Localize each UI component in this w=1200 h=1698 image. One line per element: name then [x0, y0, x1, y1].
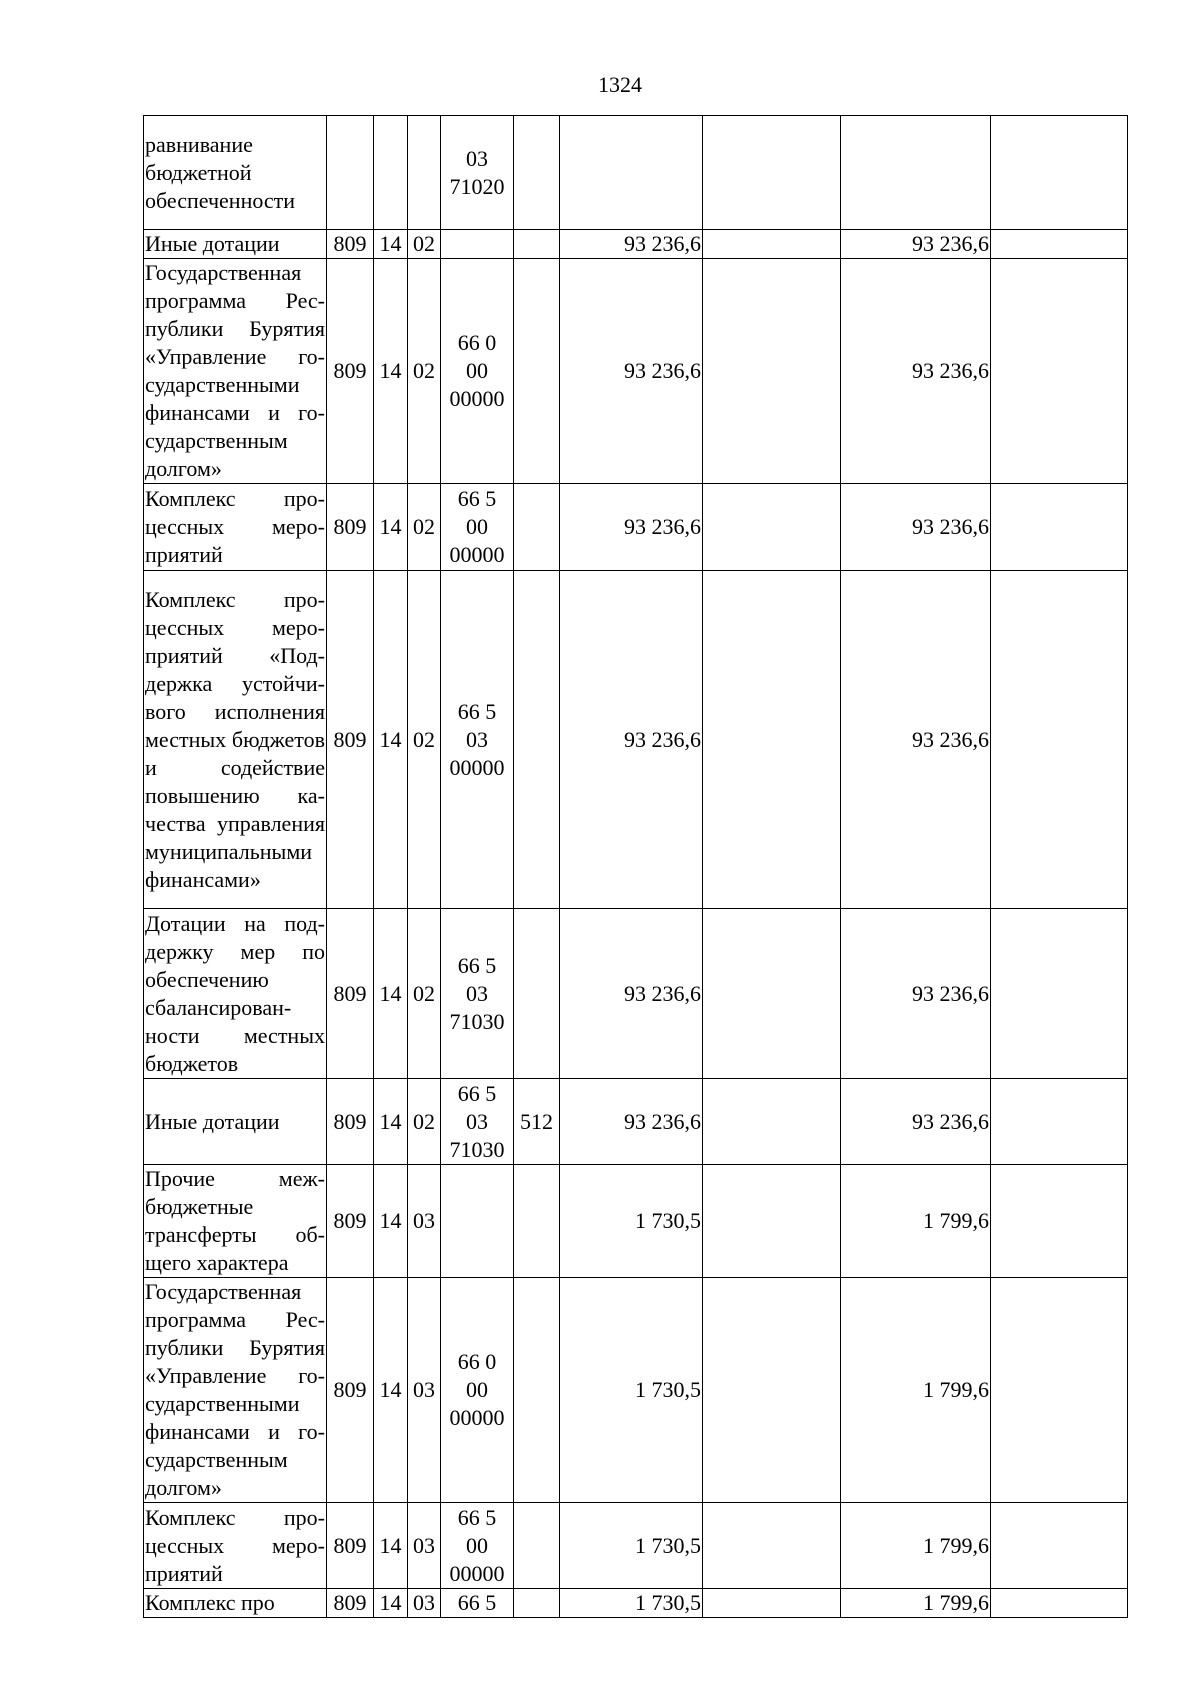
row-gr-cell: 809: [327, 1503, 374, 1589]
row-sum1-cell: 1 730,5: [560, 1589, 703, 1618]
row-empty-cell: [991, 1079, 1128, 1165]
row-empty-cell: [703, 1079, 841, 1165]
row-vr-cell: [514, 484, 560, 571]
row-vr-cell: [514, 909, 560, 1079]
row-empty-cell: [991, 1503, 1128, 1589]
table-row: [144, 1503, 1128, 1589]
row-pr-cell: 02: [408, 484, 441, 571]
row-sum1-cell: 93 236,6: [560, 259, 703, 484]
table-row: [144, 259, 1128, 484]
row-sum2-cell: 93 236,6: [841, 571, 991, 909]
row-vr-cell: [514, 230, 560, 259]
row-name-cell: Иные дотации: [144, 1079, 327, 1165]
row-sum2-cell: 1 799,6: [841, 1278, 991, 1503]
table-row: [144, 230, 1128, 259]
row-sum1-cell: 1 730,5: [560, 1503, 703, 1589]
table-row: [144, 116, 1128, 230]
row-vr-cell: [514, 1278, 560, 1503]
row-csr-cell: 03 71020: [441, 116, 514, 230]
row-name-cell: Комплекс процессных мероприятий: [144, 484, 327, 571]
budget-table: [143, 115, 1128, 1618]
row-vr-cell: 512: [514, 1079, 560, 1165]
row-rz-cell: 14: [374, 1165, 408, 1278]
row-gr-cell: 809: [327, 909, 374, 1079]
row-empty-cell: [991, 571, 1128, 909]
row-gr-cell: 809: [327, 1079, 374, 1165]
row-empty-cell: [703, 571, 841, 909]
row-sum2-cell: 1 799,6: [841, 1503, 991, 1589]
row-pr-cell: 02: [408, 259, 441, 484]
row-sum2-cell: 1 799,6: [841, 1165, 991, 1278]
row-vr-cell: [514, 1503, 560, 1589]
row-rz-cell: 14: [374, 259, 408, 484]
row-name-cell: Комплекс процессных мероприятий «Поддержка устойчивого исполнения местных бюджетов и содействие повышению качества управления муниципальными финансами»: [144, 571, 327, 909]
row-empty-cell: [703, 484, 841, 571]
row-csr-cell: 66 5 00 00000: [441, 484, 514, 571]
row-empty-cell: [703, 909, 841, 1079]
row-pr-cell: 03: [408, 1503, 441, 1589]
row-empty-cell: [991, 230, 1128, 259]
row-sum1-cell: 1 730,5: [560, 1278, 703, 1503]
row-empty-cell: [991, 1278, 1128, 1503]
row-sum2-cell: 93 236,6: [841, 259, 991, 484]
row-empty-cell: [991, 1589, 1128, 1618]
row-csr-cell: [441, 230, 514, 259]
row-empty-cell: [991, 484, 1128, 571]
row-csr-cell: 66 5: [441, 1589, 514, 1618]
row-empty-cell: [703, 259, 841, 484]
row-pr-cell: 03: [408, 1589, 441, 1618]
row-sum1-cell: 1 730,5: [560, 1165, 703, 1278]
row-name-cell: Дотации на поддержку мер по обеспечению сбалансированности местных бюджетов: [144, 909, 327, 1079]
row-vr-cell: [514, 116, 560, 230]
row-pr-cell: [408, 116, 441, 230]
row-vr-cell: [514, 259, 560, 484]
row-rz-cell: [374, 116, 408, 230]
table-row: [144, 909, 1128, 1079]
row-empty-cell: [703, 230, 841, 259]
row-gr-cell: [327, 116, 374, 230]
row-sum2-cell: [841, 116, 991, 230]
row-pr-cell: 02: [408, 1079, 441, 1165]
row-csr-cell: 66 0 00 00000: [441, 259, 514, 484]
row-empty-cell: [991, 1165, 1128, 1278]
row-rz-cell: 14: [374, 1079, 408, 1165]
row-name-cell: Прочие межбюджетные трансферты общего характера: [144, 1165, 327, 1278]
row-empty-cell: [703, 1503, 841, 1589]
row-pr-cell: 02: [408, 571, 441, 909]
row-vr-cell: [514, 1165, 560, 1278]
row-gr-cell: 809: [327, 1589, 374, 1618]
row-gr-cell: 809: [327, 230, 374, 259]
row-empty-cell: [703, 1165, 841, 1278]
row-csr-cell: [441, 1165, 514, 1278]
row-csr-cell: 66 5 03 71030: [441, 1079, 514, 1165]
table-row: [144, 571, 1128, 909]
row-gr-cell: 809: [327, 484, 374, 571]
row-csr-cell: 66 5 03 00000: [441, 571, 514, 909]
row-rz-cell: 14: [374, 230, 408, 259]
row-empty-cell: [991, 259, 1128, 484]
row-empty-cell: [703, 116, 841, 230]
row-rz-cell: 14: [374, 1503, 408, 1589]
row-sum2-cell: 93 236,6: [841, 909, 991, 1079]
row-gr-cell: 809: [327, 259, 374, 484]
table-row: [144, 1165, 1128, 1278]
row-pr-cell: 02: [408, 909, 441, 1079]
row-empty-cell: [991, 909, 1128, 1079]
row-sum2-cell: 93 236,6: [841, 1079, 991, 1165]
row-rz-cell: 14: [374, 1278, 408, 1503]
row-sum1-cell: 93 236,6: [560, 230, 703, 259]
row-vr-cell: [514, 571, 560, 909]
row-empty-cell: [991, 116, 1128, 230]
row-gr-cell: 809: [327, 1278, 374, 1503]
row-name-cell: Иные дотации: [144, 230, 327, 259]
table-row: [144, 1278, 1128, 1503]
row-rz-cell: 14: [374, 1589, 408, 1618]
table-row: [144, 1079, 1128, 1165]
row-pr-cell: 03: [408, 1165, 441, 1278]
row-sum1-cell: 93 236,6: [560, 484, 703, 571]
row-gr-cell: 809: [327, 1165, 374, 1278]
row-csr-cell: 66 5 03 71030: [441, 909, 514, 1079]
page-number: 1324: [598, 72, 642, 97]
table-body: [144, 116, 1128, 1618]
row-name-cell: Государственная программа Республики Бурятия «Управление государственными финансами и государственным долгом»: [144, 259, 327, 484]
row-sum2-cell: 1 799,6: [841, 1589, 991, 1618]
row-name-cell: Комплекс процессных мероприятий: [144, 1503, 327, 1589]
row-pr-cell: 03: [408, 1278, 441, 1503]
row-pr-cell: 02: [408, 230, 441, 259]
table-row: [144, 484, 1128, 571]
row-sum1-cell: [560, 116, 703, 230]
row-rz-cell: 14: [374, 571, 408, 909]
row-name-cell: Комплекс про: [144, 1589, 327, 1618]
table-row: [144, 1589, 1128, 1618]
row-gr-cell: 809: [327, 571, 374, 909]
row-vr-cell: [514, 1589, 560, 1618]
row-sum1-cell: 93 236,6: [560, 909, 703, 1079]
row-name-cell: Государственная программа Республики Бурятия «Управление государственными финансами и государственным долгом»: [144, 1278, 327, 1503]
row-sum1-cell: 93 236,6: [560, 571, 703, 909]
row-sum1-cell: 93 236,6: [560, 1079, 703, 1165]
row-rz-cell: 14: [374, 484, 408, 571]
row-sum2-cell: 93 236,6: [841, 230, 991, 259]
row-sum2-cell: 93 236,6: [841, 484, 991, 571]
row-empty-cell: [703, 1589, 841, 1618]
row-csr-cell: 66 5 00 00000: [441, 1503, 514, 1589]
row-csr-cell: 66 0 00 00000: [441, 1278, 514, 1503]
row-empty-cell: [703, 1278, 841, 1503]
row-name-cell: равнивание бюджетной обеспеченности: [144, 116, 327, 230]
row-rz-cell: 14: [374, 909, 408, 1079]
